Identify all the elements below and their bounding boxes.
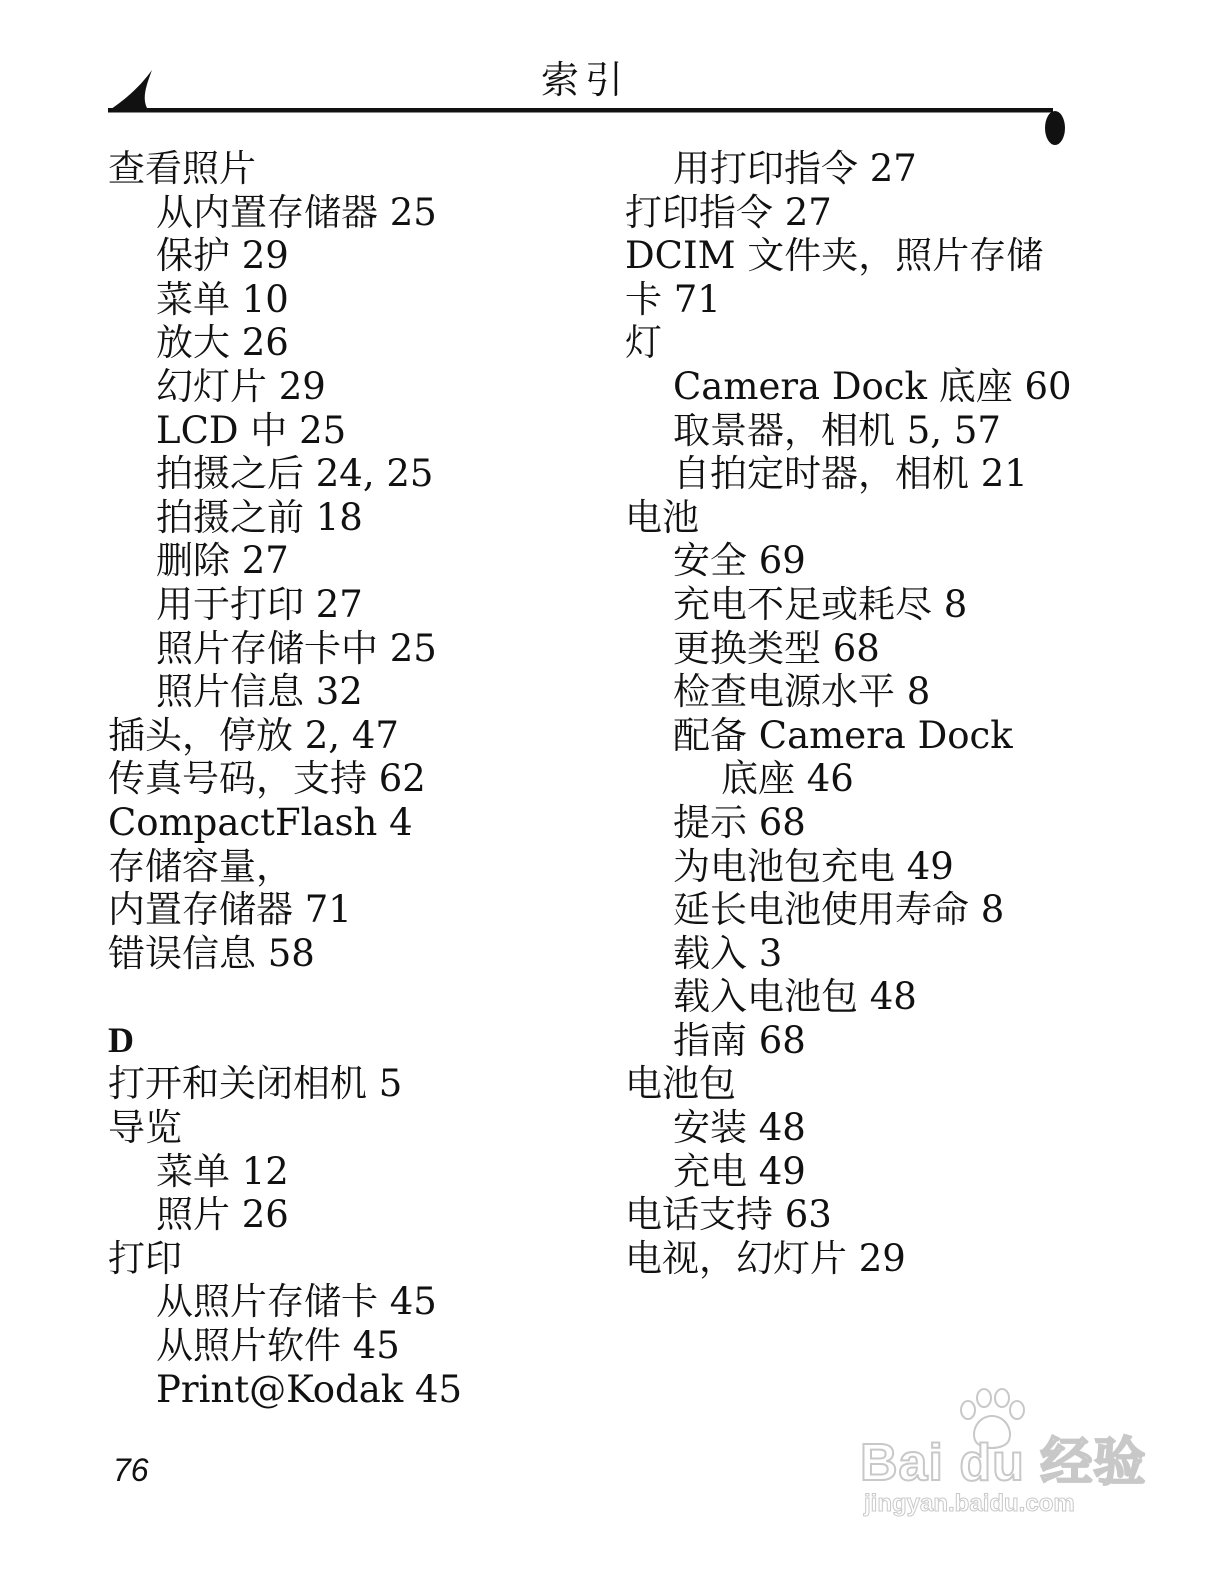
index-subentry: 菜单 10 bbox=[156, 277, 289, 321]
index-subentry: 安全 69 bbox=[673, 539, 806, 583]
index-subentry: 取景器，相机 5, 57 bbox=[673, 408, 1001, 452]
index-subentry: 照片 26 bbox=[156, 1193, 289, 1237]
index-entry: 内置存储器 71 bbox=[108, 888, 352, 932]
index-subentry: 配备 Camera Dock bbox=[673, 713, 1013, 757]
index-subentry: 更换类型 68 bbox=[673, 626, 880, 670]
index-column-left bbox=[108, 147, 608, 1411]
index-subentry: 从照片软件 45 bbox=[156, 1324, 400, 1368]
index-subentry: 拍摄之后 24, 25 bbox=[156, 452, 434, 496]
index-entry: 灯 bbox=[625, 321, 662, 365]
watermark-brand: Bai du 经验 bbox=[860, 1434, 1147, 1492]
index-subentry: 照片存储卡中 25 bbox=[156, 626, 437, 670]
index-subentry: Print@Kodak 45 bbox=[156, 1367, 463, 1411]
index-subentry: 指南 68 bbox=[673, 1018, 806, 1062]
index-subentry: LCD 中 25 bbox=[156, 408, 347, 452]
index-subentry: 提示 68 bbox=[673, 800, 806, 844]
index-subentry: 充电 49 bbox=[673, 1149, 806, 1193]
page-title: 索引 bbox=[540, 58, 629, 102]
index-subentry: 安装 48 bbox=[673, 1106, 806, 1150]
index-subentry: 保护 29 bbox=[156, 234, 289, 278]
header-rule bbox=[0, 0, 1224, 150]
index-entry: 电池包 bbox=[625, 1062, 736, 1106]
index-entry: 传真号码，支持 62 bbox=[108, 757, 426, 801]
index-subentry: 用打印指令 27 bbox=[673, 147, 917, 190]
index-subentry: 拍摄之前 18 bbox=[156, 495, 363, 539]
index-entry: 导览 bbox=[108, 1106, 182, 1150]
index-subentry: 幻灯片 29 bbox=[156, 364, 326, 408]
index-column-right bbox=[625, 147, 1185, 1280]
index-subentry: 为电池包充电 49 bbox=[673, 844, 954, 888]
index-entry: 存储容量， bbox=[108, 844, 293, 888]
index-letter-heading: D bbox=[108, 1019, 134, 1060]
index-subentry: 照片信息 32 bbox=[156, 670, 363, 714]
index-subentry: 检查电源水平 8 bbox=[673, 670, 931, 714]
index-entry: 电话支持 63 bbox=[625, 1193, 832, 1237]
index-subentry: Camera Dock 底座 60 bbox=[673, 364, 1072, 408]
index-entry: 打开和关闭相机 5 bbox=[108, 1062, 403, 1106]
index-subentry: 放大 26 bbox=[156, 321, 289, 365]
watermark-url: jingyan.baidu.com bbox=[864, 1490, 1075, 1517]
index-entry: 插头，停放 2, 47 bbox=[108, 713, 399, 757]
index-entry: 卡 71 bbox=[625, 277, 721, 321]
index-subentry: 底座 46 bbox=[721, 757, 854, 801]
index-subentry: 载入电池包 48 bbox=[673, 975, 917, 1019]
index-entry: 电视，幻灯片 29 bbox=[625, 1236, 906, 1280]
index-entry: CompactFlash 4 bbox=[108, 800, 413, 844]
index-entry: 错误信息 58 bbox=[108, 931, 315, 975]
index-subentry: 自拍定时器，相机 21 bbox=[673, 452, 1028, 496]
index-entry: 查看照片 bbox=[108, 147, 256, 190]
index-entry: 电池 bbox=[625, 495, 699, 539]
index-subentry: 用于打印 27 bbox=[156, 582, 363, 626]
index-spacer bbox=[108, 975, 608, 1019]
index-subentry: 删除 27 bbox=[156, 539, 289, 583]
index-subentry: 充电不足或耗尽 8 bbox=[673, 582, 968, 626]
index-entry: DCIM 文件夹，照片存储 bbox=[625, 234, 1044, 278]
index-subentry: 从照片存储卡 45 bbox=[156, 1280, 437, 1324]
page-number: 76 bbox=[113, 1452, 149, 1488]
index-subentry: 延长电池使用寿命 8 bbox=[673, 888, 1005, 932]
index-entry: 打印 bbox=[108, 1236, 182, 1280]
index-subentry: 从内置存储器 25 bbox=[156, 190, 437, 234]
page-header bbox=[0, 0, 1224, 150]
baidu-watermark bbox=[860, 1390, 1150, 1530]
index-subentry: 菜单 12 bbox=[156, 1149, 289, 1193]
index-entry: 打印指令 27 bbox=[625, 190, 832, 234]
index-subentry: 载入 3 bbox=[673, 931, 783, 975]
